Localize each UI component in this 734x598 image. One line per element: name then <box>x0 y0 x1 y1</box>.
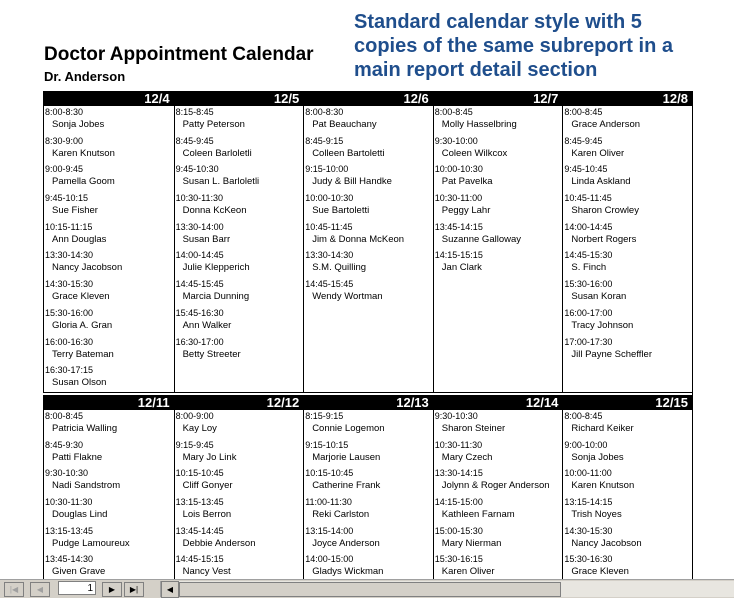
appointment-time: 16:00-16:30 <box>45 336 94 347</box>
appointment-time: 8:00-8:45 <box>45 411 84 421</box>
patient-name: Peggy Lahr <box>441 205 491 217</box>
scroll-left-icon[interactable]: ◀ <box>161 581 179 598</box>
appointment-time: 9:30-10:00 <box>434 135 478 146</box>
patient-name: Nancy Vest <box>182 566 231 578</box>
appointment-time: 15:30-16:00 <box>45 307 94 318</box>
appointment-time: 9:15-10:00 <box>305 164 349 175</box>
appointment <box>563 553 692 581</box>
appointment-time: 10:45-11:45 <box>564 193 612 204</box>
appointment-time: 16:30-17:15 <box>45 365 94 376</box>
patient-name: Trish Noyes <box>571 509 622 521</box>
patient-name: Jim & Donna McKeon <box>312 233 405 245</box>
patient-name: Grace Kleven <box>571 566 629 578</box>
first-page-icon[interactable]: |◀ <box>4 582 24 597</box>
appointment <box>434 467 563 496</box>
appointment-time: 14:45-15:30 <box>564 250 613 261</box>
appointment <box>304 135 433 164</box>
patient-name: Patricia Walling <box>52 423 118 434</box>
patient-name: Grace Kleven <box>52 291 110 303</box>
appointment <box>304 467 433 496</box>
appointment-time: 14:00-15:00 <box>305 554 354 565</box>
appointment <box>434 221 563 250</box>
day-date-header: 12/15 <box>563 395 692 410</box>
day-date-header: 12/11 <box>44 395 174 410</box>
patient-name: Sharon Crowley <box>571 205 639 217</box>
patient-name: Sonja Jobes <box>571 451 624 463</box>
appointment <box>44 553 174 581</box>
appointment <box>563 525 692 554</box>
page-number-input[interactable]: 1 <box>58 581 96 595</box>
appointment <box>563 192 692 221</box>
patient-name: Connie Logemon <box>312 423 385 434</box>
appointment <box>434 135 563 164</box>
patient-name: Karen Knutson <box>571 480 635 492</box>
appointment <box>175 467 304 496</box>
appointment <box>434 525 563 554</box>
patient-name: Marjorie Lausen <box>312 451 381 463</box>
patient-name: Judy & Bill Handke <box>312 176 392 188</box>
patient-name: Mary Nierman <box>441 537 502 549</box>
appointment <box>304 496 433 525</box>
patient-name: Terry Bateman <box>52 348 114 360</box>
appointment-time: 9:15-9:45 <box>175 439 214 450</box>
patient-name: Catherine Frank <box>312 480 381 492</box>
last-page-icon[interactable]: ▶| <box>124 582 144 597</box>
appointment <box>175 163 304 192</box>
appointment <box>44 249 174 278</box>
patient-name: Jolynn & Roger Anderson <box>441 480 550 492</box>
patient-name: Coleen Barloletli <box>182 147 252 159</box>
appointment <box>44 307 174 336</box>
day-column <box>303 395 433 581</box>
appointment <box>304 249 433 278</box>
patient-name: Nancy Jacobson <box>571 537 642 549</box>
day-column <box>433 395 563 581</box>
appointment <box>563 135 692 164</box>
appointment-time: 11:00-11:30 <box>305 497 352 508</box>
patient-name: Susan Koran <box>571 291 627 303</box>
appointment-time: 15:30-16:00 <box>564 279 613 290</box>
appointment <box>434 553 563 581</box>
patient-name: Ann Douglas <box>52 233 107 245</box>
appointment <box>44 192 174 221</box>
patient-name: Sharon Steiner <box>441 423 506 434</box>
patient-name: Gloria A. Gran <box>52 319 113 331</box>
appointment-time: 10:00-11:00 <box>564 468 612 479</box>
appointment <box>44 106 174 135</box>
appointment <box>175 553 304 581</box>
patient-name: Pudge Lamoureux <box>52 537 130 549</box>
previous-page-icon[interactable]: ◀ <box>30 582 50 597</box>
appointment <box>563 106 692 135</box>
patient-name: Suzanne Galloway <box>441 233 521 245</box>
appointment <box>434 249 563 278</box>
patient-name: Nadi Sandstrom <box>52 480 121 492</box>
appointment-time: 8:00-8:30 <box>45 107 84 117</box>
appointment-time: 8:00-8:45 <box>564 411 603 421</box>
appointment <box>563 307 692 336</box>
day-date-header: 12/8 <box>563 91 692 106</box>
appointment <box>304 439 433 468</box>
patient-name: Coleen Wilkcox <box>441 147 508 159</box>
appointment <box>44 336 174 365</box>
patient-name: S. Finch <box>571 262 607 274</box>
appointment-time: 8:15-8:45 <box>175 107 214 117</box>
appointment-time: 15:45-16:30 <box>175 307 224 318</box>
appointment-time: 13:30-14:30 <box>45 250 94 261</box>
patient-name: Jill Payne Scheffler <box>571 348 652 360</box>
day-column <box>562 91 692 392</box>
appointment-time: 8:00-8:45 <box>564 107 603 117</box>
appointment <box>175 336 304 365</box>
appointment <box>44 163 174 192</box>
appointment-time: 8:15-9:15 <box>305 411 344 421</box>
appointment-time: 13:45-14:15 <box>434 221 483 232</box>
appointment-time: 8:45-9:15 <box>305 135 344 146</box>
appointment-time: 14:00-14:45 <box>564 221 613 232</box>
appointment-time: 10:30-11:30 <box>434 439 483 450</box>
patient-name: Betty Streeter <box>182 348 241 360</box>
patient-name: Colleen Bartoletti <box>312 147 385 159</box>
appointment <box>563 221 692 250</box>
patient-name: Wendy Wortman <box>312 291 383 303</box>
appointment-time: 9:45-10:45 <box>564 164 608 175</box>
appointment-time: 8:00-8:45 <box>434 107 473 117</box>
appointment <box>563 467 692 496</box>
appointment <box>175 192 304 221</box>
patient-name: Linda Askland <box>571 176 631 188</box>
appointment <box>175 410 304 439</box>
appointment <box>44 467 174 496</box>
appointment <box>304 106 433 135</box>
patient-name: Susan Olson <box>52 377 107 389</box>
appointment <box>434 410 563 439</box>
appointment <box>304 163 433 192</box>
appointment <box>44 496 174 525</box>
appointment-time: 8:30-9:00 <box>45 135 84 146</box>
appointment-time: 14:15-15:15 <box>434 250 483 261</box>
day-date-header: 12/7 <box>434 91 563 106</box>
appointment-time: 15:00-15:30 <box>434 525 483 536</box>
appointment-time: 9:00-9:45 <box>45 164 84 175</box>
patient-name: Debbie Anderson <box>182 537 256 549</box>
patient-name: Given Grave <box>52 566 106 578</box>
appointment-time: 9:15-10:15 <box>305 439 349 450</box>
appointment-time: 10:45-11:45 <box>305 221 353 232</box>
appointment-time: 14:30-15:30 <box>564 525 613 536</box>
appointment <box>434 439 563 468</box>
patient-name: Jan Clark <box>441 262 482 274</box>
appointment <box>175 439 304 468</box>
patient-name: Sonja Jobes <box>52 119 105 130</box>
callout-line: copies of the same subreport in a <box>354 35 673 57</box>
appointment <box>434 106 563 135</box>
appointment-time: 8:00-9:00 <box>175 411 214 421</box>
patient-name: Sue Bartoletti <box>312 205 370 217</box>
appointment-time: 10:30-11:30 <box>45 497 93 508</box>
patient-name: Julie Klepperich <box>182 262 250 274</box>
day-date-header: 12/6 <box>304 91 433 106</box>
appointment-time: 10:00-10:30 <box>434 164 483 175</box>
patient-name: Susan L. Barloletli <box>182 176 260 188</box>
patient-name: Marcia Dunning <box>182 291 250 303</box>
calendar-grid <box>43 91 693 581</box>
appointment-time: 15:30-16:15 <box>434 554 483 565</box>
patient-name: Susan Barr <box>182 233 231 245</box>
appointment <box>563 410 692 439</box>
appointment-time: 14:45-15:15 <box>175 554 224 565</box>
doctor-name: Dr. Anderson <box>44 69 126 84</box>
appointment-time: 10:15-11:15 <box>45 221 93 232</box>
next-page-icon[interactable]: ▶ <box>102 582 122 597</box>
appointment-time: 13:15-13:45 <box>175 497 224 508</box>
day-date-header: 12/5 <box>175 91 304 106</box>
appointment-time: 14:15-15:00 <box>434 497 483 508</box>
appointment <box>44 221 174 250</box>
appointment-time: 9:00-10:00 <box>564 439 608 450</box>
navigation-bar <box>0 579 734 598</box>
patient-name: S.M. Quilling <box>312 262 367 274</box>
appointment-time: 9:45-10:15 <box>45 193 89 204</box>
patient-name: Joyce Anderson <box>312 537 380 549</box>
appointment <box>434 163 563 192</box>
appointment <box>563 336 692 365</box>
appointment-time: 8:45-9:45 <box>564 135 603 146</box>
calendar-week <box>43 91 692 393</box>
patient-name: Karen Knutson <box>52 147 115 159</box>
appointment <box>175 307 304 336</box>
day-column <box>562 395 692 581</box>
patient-name: Lois Berron <box>182 509 232 521</box>
appointment-time: 8:00-8:30 <box>305 107 344 117</box>
day-date-header: 12/12 <box>175 395 304 410</box>
appointment <box>44 410 174 439</box>
horizontal-scrollbar[interactable] <box>160 581 734 597</box>
appointment-time: 8:45-9:30 <box>45 439 84 450</box>
appointment-time: 10:30-11:30 <box>175 193 223 204</box>
patient-name: Pat Beauchany <box>312 119 377 130</box>
day-column <box>43 91 174 392</box>
appointment <box>304 221 433 250</box>
appointment-time: 9:45-10:30 <box>175 164 219 175</box>
day-date-header: 12/4 <box>44 91 174 106</box>
patient-name: Cliff Gonyer <box>182 480 233 492</box>
appointment-time: 14:45-15:45 <box>305 279 354 290</box>
appointment-time: 16:30-17:00 <box>175 336 224 347</box>
appointment-time: 16:00-17:00 <box>564 307 613 318</box>
patient-name: Karen Oliver <box>441 566 495 578</box>
appointment-time: 10:30-11:00 <box>434 193 483 204</box>
appointment-time: 13:45-14:30 <box>45 554 94 565</box>
patient-name: Gladys Wickman <box>312 566 384 578</box>
appointment-time: 14:45-15:45 <box>175 279 224 290</box>
appointment-time: 9:30-10:30 <box>45 468 89 479</box>
appointment-time: 10:15-10:45 <box>305 468 354 479</box>
day-date-header: 12/14 <box>434 395 563 410</box>
appointment <box>175 106 304 135</box>
day-column <box>174 91 304 392</box>
patient-name: Sue Fisher <box>52 205 98 217</box>
day-column <box>174 395 304 581</box>
patient-name: Mary Jo Link <box>182 451 237 463</box>
appointment <box>175 135 304 164</box>
patient-name: Pat Pavelka <box>441 176 493 188</box>
appointment <box>563 496 692 525</box>
patient-name: Pamella Goom <box>52 176 115 188</box>
appointment-time: 13:30-14:30 <box>305 250 354 261</box>
patient-name: Norbert Rogers <box>571 233 637 245</box>
appointment <box>44 439 174 468</box>
appointment-time: 13:30-14:15 <box>434 468 483 479</box>
appointment <box>563 278 692 307</box>
patient-name: Richard Keiker <box>571 423 634 434</box>
appointment-time: 9:30-10:30 <box>434 411 478 421</box>
appointment <box>434 192 563 221</box>
appointment-time: 15:30-16:30 <box>564 554 613 565</box>
callout-line: main report detail section <box>354 59 598 81</box>
appointment <box>304 410 433 439</box>
appointment <box>175 278 304 307</box>
day-date-header: 12/13 <box>304 395 433 410</box>
patient-name: Reki Carlston <box>312 509 370 521</box>
patient-name: Tracy Johnson <box>571 319 634 331</box>
report-title: Doctor Appointment Calendar <box>44 44 314 65</box>
appointment-time: 17:00-17:30 <box>564 336 613 347</box>
appointment <box>304 525 433 554</box>
patient-name: Nancy Jacobson <box>52 262 123 274</box>
appointment-time: 13:15-13:45 <box>45 525 94 536</box>
appointment <box>563 163 692 192</box>
callout-line: Standard calendar style with 5 <box>354 11 642 33</box>
patient-name: Mary Czech <box>441 451 493 463</box>
appointment-time: 14:30-15:30 <box>45 279 94 290</box>
patient-name: Kathleen Farnam <box>441 509 515 521</box>
appointment <box>175 496 304 525</box>
description-callout <box>354 10 724 82</box>
appointment <box>44 525 174 554</box>
appointment-time: 14:00-14:45 <box>175 250 224 261</box>
appointment-time: 13:30-14:00 <box>175 221 224 232</box>
appointment <box>304 192 433 221</box>
day-column <box>303 91 433 392</box>
day-column <box>43 395 174 581</box>
appointment <box>175 525 304 554</box>
appointment <box>175 221 304 250</box>
appointment <box>563 439 692 468</box>
patient-name: Douglas Lind <box>52 509 108 521</box>
appointment <box>434 496 563 525</box>
patient-name: Grace Anderson <box>571 119 641 130</box>
appointment-time: 10:15-10:45 <box>175 468 224 479</box>
appointment <box>304 553 433 581</box>
patient-name: Molly Hasselbring <box>441 119 517 130</box>
day-column <box>433 91 563 392</box>
patient-name: Patty Peterson <box>182 119 245 130</box>
appointment-time: 10:00-10:30 <box>305 193 354 204</box>
appointment-time: 8:45-9:45 <box>175 135 214 146</box>
patient-name: Kay Loy <box>182 423 217 434</box>
appointment <box>563 249 692 278</box>
appointment <box>44 135 174 164</box>
patient-name: Karen Oliver <box>571 147 625 159</box>
patient-name: Ann Walker <box>182 319 232 331</box>
calendar-week <box>43 395 692 581</box>
appointment-time: 13:15-14:15 <box>564 497 613 508</box>
patient-name: Donna KcKeon <box>182 205 247 217</box>
appointment-time: 13:15-14:00 <box>305 525 354 536</box>
appointment <box>44 364 174 392</box>
patient-name: Patti Flakne <box>52 451 103 463</box>
scroll-thumb[interactable] <box>179 582 561 597</box>
appointment <box>304 278 433 307</box>
appointment-time: 13:45-14:45 <box>175 525 224 536</box>
appointment <box>44 278 174 307</box>
appointment <box>175 249 304 278</box>
